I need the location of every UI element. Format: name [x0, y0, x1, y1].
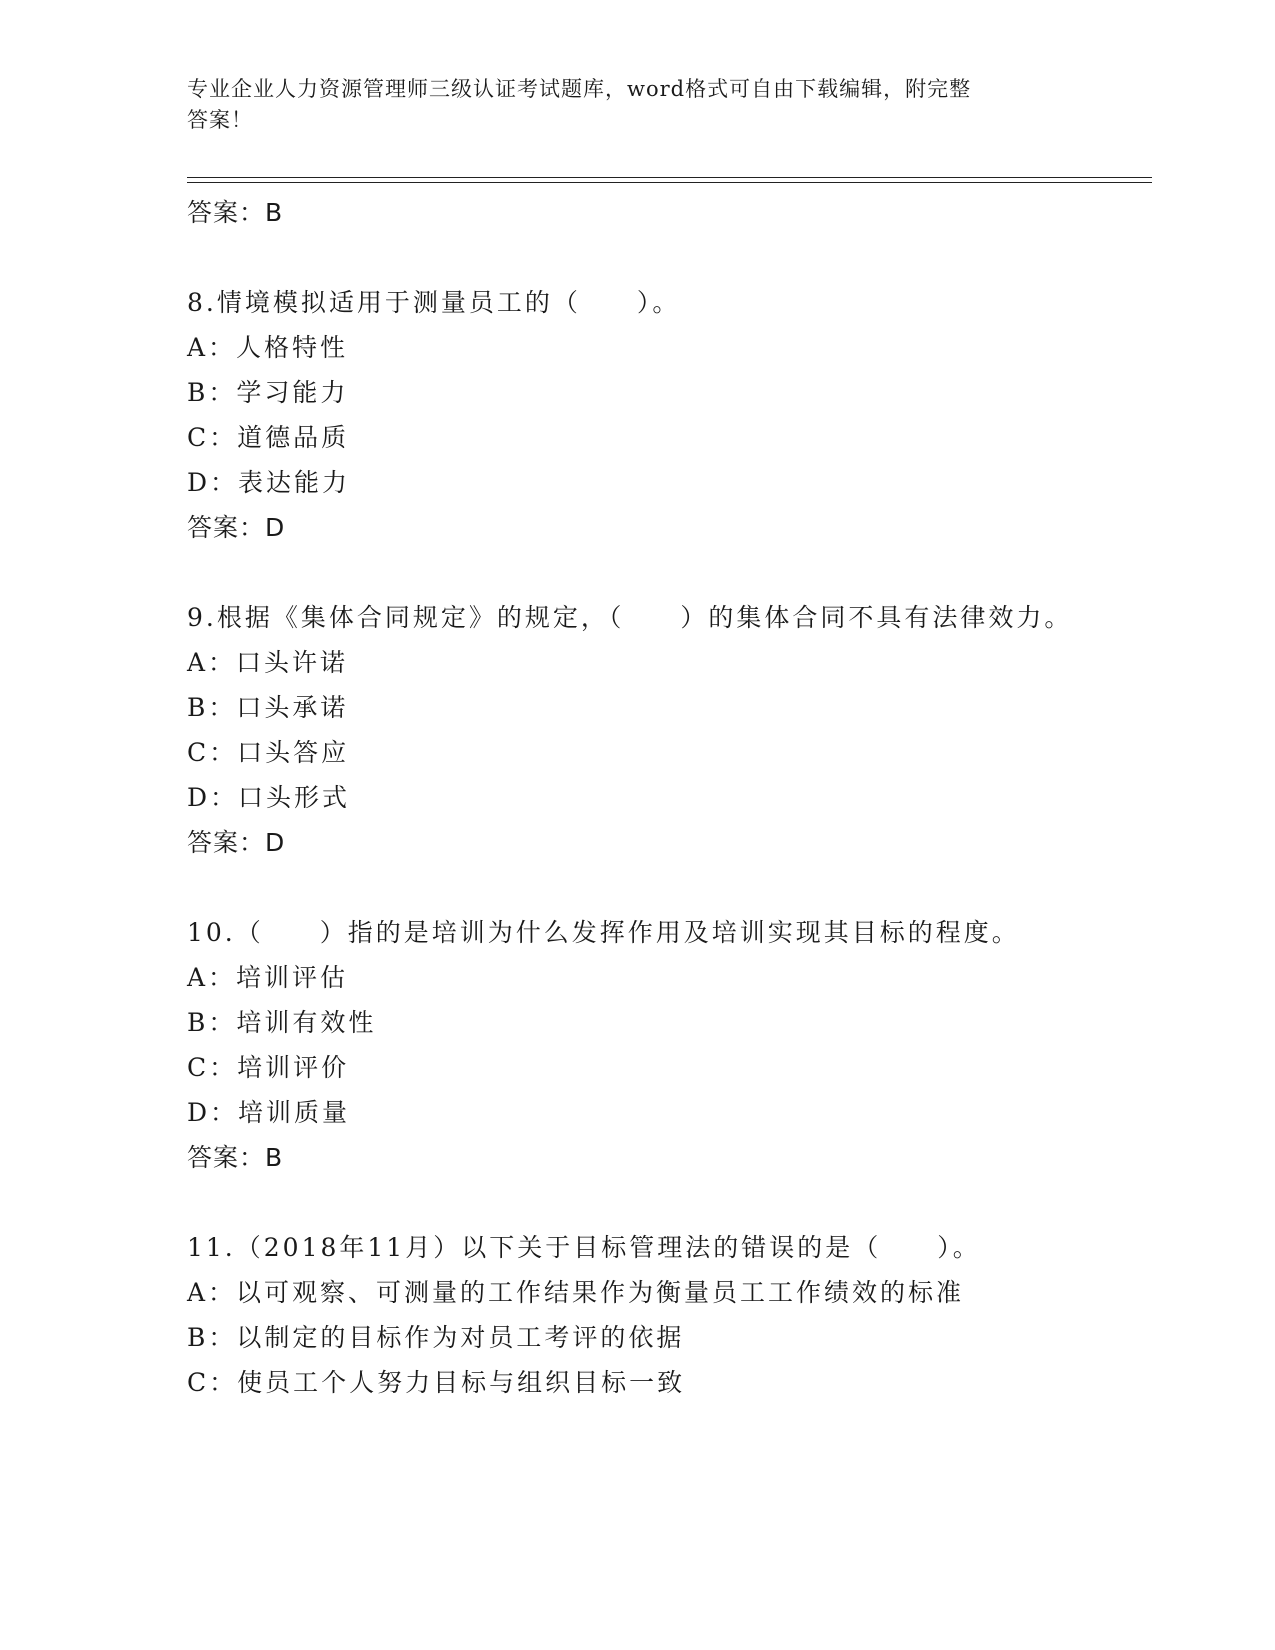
option-a: A：培训评估	[187, 963, 349, 992]
answer-line: 答案：D	[187, 513, 286, 542]
option-c: C：使员工个人努力目标与组织目标一致	[187, 1368, 686, 1397]
answer-line: 答案：B	[187, 1143, 284, 1172]
question-text: 11.（2018年11月）以下关于目标管理法的错误的是（ ）。	[187, 1233, 981, 1262]
question-text: 10.（ ）指的是培训为什么发挥作用及培训实现其目标的程度。	[187, 918, 1020, 947]
option-c: C：口头答应	[187, 738, 350, 767]
answer-line: 答案：B	[187, 198, 284, 227]
option-a: A：口头许诺	[187, 648, 349, 677]
header-divider-top	[187, 177, 1152, 178]
header-divider-bottom	[187, 182, 1152, 183]
question-11	[187, 1225, 1107, 1405]
header-line-1: 专业企业人力资源管理师三级认证考试题库，word格式可自由下载编辑，附完整	[187, 77, 972, 101]
option-b: B：口头承诺	[187, 693, 349, 722]
option-a: A：以可观察、可测量的工作结果作为衡量员工工作绩效的标准	[187, 1278, 965, 1307]
question-9	[187, 595, 1107, 865]
answer-line: 答案：D	[187, 828, 286, 857]
question-10	[187, 910, 1107, 1180]
option-a: A：人格特性	[187, 333, 349, 362]
question-8	[187, 280, 1107, 550]
option-d: D：口头形式	[187, 783, 351, 812]
option-d: D：表达能力	[187, 468, 351, 497]
option-b: B：以制定的目标作为对员工考评的依据	[187, 1323, 685, 1352]
question-text: 8.情境模拟适用于测量员工的（ ）。	[187, 288, 681, 317]
question-text: 9.根据《集体合同规定》的规定，（ ）的集体合同不具有法律效力。	[187, 603, 1073, 632]
option-b: B：学习能力	[187, 378, 349, 407]
option-b: B：培训有效性	[187, 1008, 377, 1037]
document-header	[187, 74, 1067, 136]
document-body	[187, 190, 1107, 1405]
option-c: C：培训评价	[187, 1053, 350, 1082]
header-line-2: 答案！	[187, 108, 253, 132]
option-c: C：道德品质	[187, 423, 350, 452]
option-d: D：培训质量	[187, 1098, 351, 1127]
